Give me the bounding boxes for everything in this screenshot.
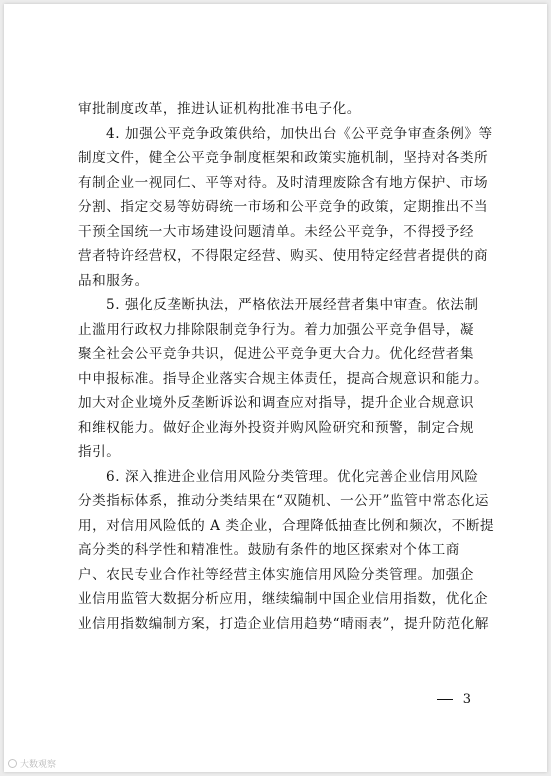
text-line: 和维权能力。做好企业海外投资并购风险研究和预警，制定合规 [78, 419, 475, 436]
text-line: 6. 深入推进企业信用风险分类管理。优化完善企业信用风险 [106, 468, 479, 485]
text-line: 止滥用行政权力排除限制竞争行为。着力加强公平竞争倡导，凝 [78, 321, 475, 338]
page-number-value: 3 [462, 692, 471, 707]
text-line: 聚全社会公平竞争共识，促进公平竞争更大合力。优化经营者集 [78, 346, 475, 362]
text-line: 中申报标准。指导企业落实合规主体责任，提高合规意识和能力。 [78, 370, 489, 387]
text-line: 品和服务。 [78, 272, 149, 289]
text-line: 审批制度改革，推进认证机构批准书电子化。 [78, 101, 361, 117]
text-line: 户、农民专业合作社等经营主体实施信用风险分类管理。加强企 [78, 566, 475, 583]
text-line: 加大对企业境外反垄断诉讼和调查应对指导，提升企业合规意识 [78, 395, 475, 411]
text-line: 指引。 [78, 444, 121, 460]
page-number [437, 692, 471, 707]
watermark-logo-icon [8, 759, 17, 768]
text-line: 干预全国统一大市场建设问题清单。未经公平竞争，不得授予经 [78, 223, 475, 240]
text-line: 业信用指数编制方案，打造企业信用趋势“晴雨表”，提升防范化解 [78, 615, 490, 632]
text-line: 分割、指定交易等妨碍统一市场和公平竞争的政策，定期推出不当 [78, 199, 489, 215]
text-line: 用，对信用风险低的 A 类企业，合理降低抽查比例和频次，不断提 [78, 517, 495, 534]
text-line: 业信用监管大数据分析应用，继续编制中国企业信用指数，优化企 [78, 591, 489, 607]
text-line: 有制企业一视同仁、平等对待。及时清理废除含有地方保护、市场 [78, 174, 489, 191]
text-line: 高分类的科学性和精准性。鼓励有条件的地区探索对个体工商 [78, 542, 460, 558]
text-line: 制度文件，健全公平竞争制度框架和政策实施机制，坚持对各类所 [78, 150, 489, 166]
page-number-dash-left [437, 699, 453, 700]
text-line: 4. 加强公平竞争政策供给，加快出台《公平竞争审查条例》等 [106, 125, 493, 142]
document-page [4, 4, 547, 772]
watermark [8, 757, 56, 770]
watermark-text: 大数观察 [20, 760, 57, 770]
document-body [78, 97, 495, 636]
text-line: 营者特许经营权，不得限定经营、购买、使用特定经营者提供的商 [78, 248, 489, 264]
text-line: 分类指标体系，推动分类结果在“双随机、一公开”监管中常态化运 [78, 493, 490, 509]
text-line: 5. 强化反垄断执法，严格依法开展经营者集中审查。依法制 [106, 297, 479, 313]
